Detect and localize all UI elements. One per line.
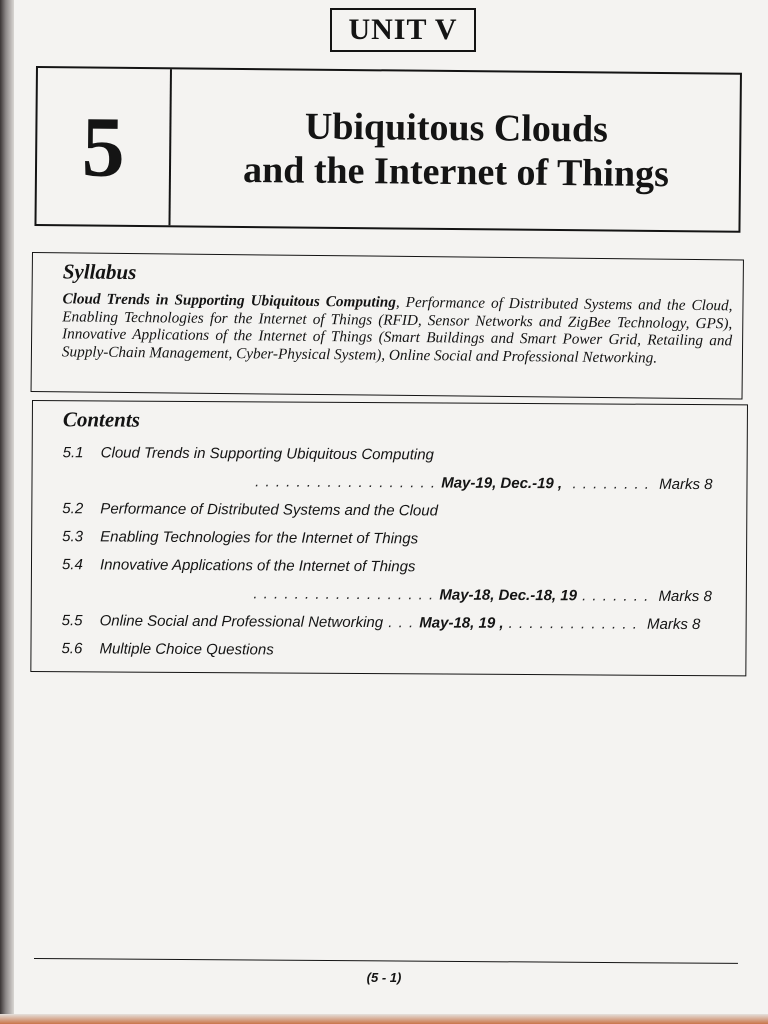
contents-box [30, 400, 748, 676]
contents-item-number: 5.5 [61, 611, 83, 629]
contents-item [61, 634, 731, 666]
exam-ref: May-18, 19 , [419, 613, 504, 632]
syllabus-heading: Syllabus [62, 259, 137, 285]
contents-item-title: Enabling Technologies for the Internet of Things [100, 527, 419, 547]
contents-item-title: Innovative Applications of the Internet of Things [99, 555, 416, 575]
marks-label: Marks 8 [647, 615, 701, 633]
contents-item-number: 5.6 [61, 639, 83, 657]
chapter-number: 5 [36, 68, 171, 225]
syllabus-box [31, 252, 744, 399]
contents-item-number: 5.1 [62, 443, 84, 461]
contents-item [62, 550, 732, 582]
exam-ref: May-19, Dec.-19 , [441, 474, 563, 492]
chapter-title [172, 69, 739, 230]
contents-item-title: Online Social and Professional Networking [99, 611, 384, 631]
unit-label: UNIT V [330, 8, 476, 52]
contents-item-number: 5.3 [62, 527, 84, 545]
chapter-header [34, 66, 742, 233]
syllabus-body: , Performance of Distributed Systems and the Cloud, Enabling Technologies for the Internet of Things (RFID, Sensor Networks and ZigBee Technology, GPS), Innovative Applications of the Internet of Things (Smart Buildings and Smart Power Grid, Retailing and Supply-Chain Management, Cyber-Physical System), Online Social and Professional Networking. [61, 293, 733, 367]
contents-item-title: Cloud Trends in Supporting Ubiquitous Computing [100, 443, 434, 463]
contents-item [62, 494, 732, 526]
contents-item-number: 5.2 [62, 499, 84, 517]
page-bottom-edge [0, 1014, 768, 1024]
contents-item: 5.5 Online Social and Professional Networking . . . May-18, 19 , . . . . . . . . . . . . . Marks 8 [61, 611, 701, 633]
contents-item [63, 438, 733, 470]
contents-list [61, 438, 732, 666]
contents-item-title: Performance of Distributed Systems and the Cloud [100, 499, 439, 519]
footer-rule [34, 958, 738, 964]
contents-item-number: 5.4 [61, 555, 83, 573]
marks-label: Marks 8 [658, 587, 712, 605]
contents-item-title: Multiple Choice Questions [99, 639, 274, 658]
contents-heading: Contents [62, 407, 140, 432]
contents-item-ref-row: . . . . . . . . . . . . . . . . . . May-18, Dec.-18, 19 . . . . . . . Marks 8 [253, 584, 712, 605]
chapter-title-line-2: and the Internet of Things [242, 148, 670, 196]
book-spine-shadow [0, 0, 14, 1024]
contents-item-ref-row: . . . . . . . . . . . . . . . . . . May-19, Dec.-19 , . . . . . . . . Marks 8 [255, 472, 713, 493]
syllabus-text [62, 290, 733, 367]
page-number: (5 - 1) [366, 970, 402, 985]
chapter-title-line-1: Ubiquitous Clouds [304, 105, 609, 151]
marks-label: Marks 8 [659, 475, 713, 493]
contents-item [62, 522, 732, 554]
syllabus-lead: Cloud Trends in Supporting Ubiquitous Computing [62, 290, 396, 311]
exam-ref: May-18, Dec.-18, 19 [439, 585, 578, 604]
